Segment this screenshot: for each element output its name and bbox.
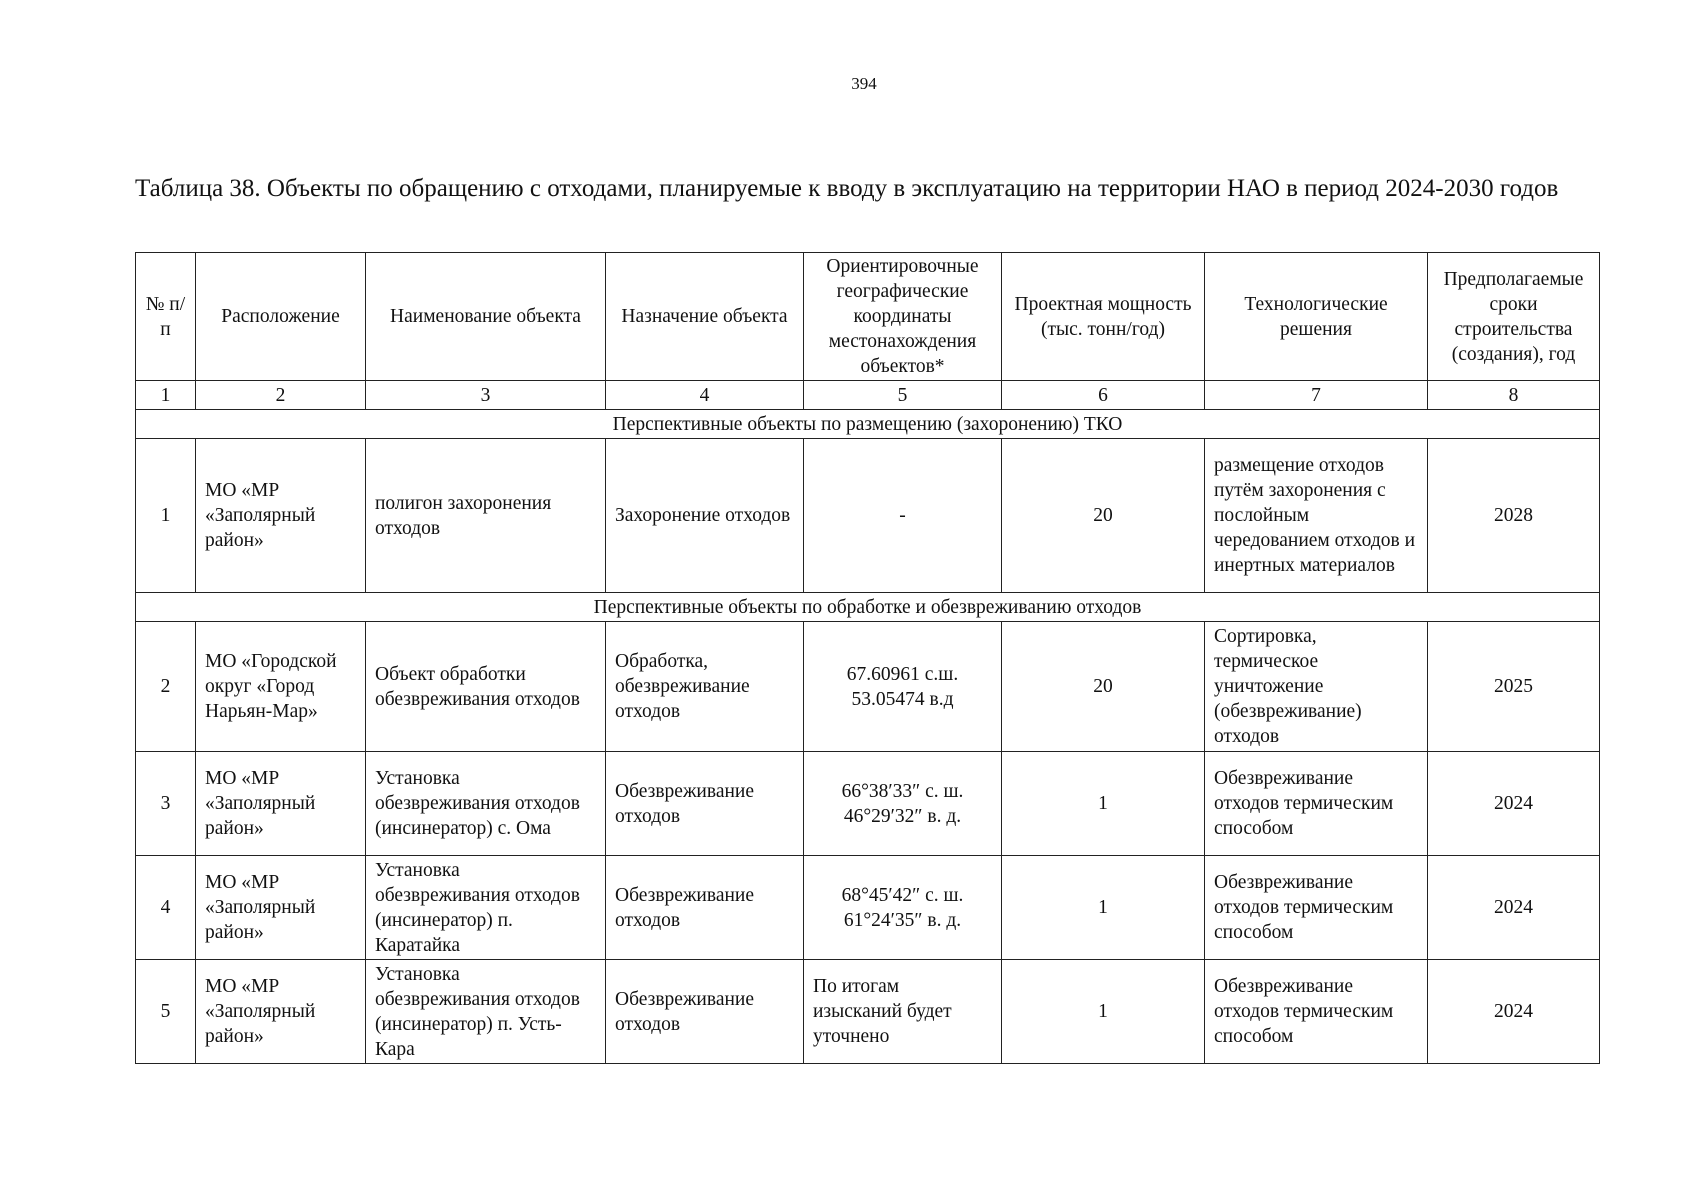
row-number: 3 [136, 752, 196, 856]
column-number: 6 [1002, 381, 1205, 410]
column-number: 8 [1428, 381, 1600, 410]
col-header-technology: Технологические решения [1205, 253, 1428, 381]
row-purpose: Обезвреживание отходов [606, 856, 804, 960]
row-coordinates: 67.60961 с.ш. 53.05474 в.д [804, 622, 1002, 752]
column-number: 4 [606, 381, 804, 410]
col-header-construction-year: Предполагаемые сроки строительства (создания), год [1428, 253, 1600, 381]
row-capacity: 1 [1002, 960, 1205, 1064]
column-number: 7 [1205, 381, 1428, 410]
section-heading: Перспективные объекты по обработке и обезвреживанию отходов [136, 593, 1600, 622]
row-technology: Обезвреживание отходов термическим способом [1205, 856, 1428, 960]
row-purpose: Захоронение отходов [606, 439, 804, 593]
row-year: 2024 [1428, 752, 1600, 856]
row-object-name: Установка обезвреживания отходов (инсинератор) п. Каратайка [366, 856, 606, 960]
row-location: МО «МР «Заполярный район» [196, 752, 366, 856]
table-row [136, 439, 1600, 593]
row-object-name: Установка обезвреживания отходов (инсинератор) п. Усть-Кара [366, 960, 606, 1064]
column-numbers-row [136, 381, 1600, 410]
column-number: 1 [136, 381, 196, 410]
row-year: 2024 [1428, 856, 1600, 960]
section-heading-row [136, 410, 1600, 439]
waste-objects-table [135, 252, 1600, 1064]
row-number: 1 [136, 439, 196, 593]
row-coordinates: 66°38′33″ с. ш. 46°29′32″ в. д. [804, 752, 1002, 856]
col-header-name: Наименование объекта [366, 253, 606, 381]
row-location: МО «МР «Заполярный район» [196, 960, 366, 1064]
row-object-name: полигон захоронения отходов [366, 439, 606, 593]
row-number: 4 [136, 856, 196, 960]
row-year: 2024 [1428, 960, 1600, 1064]
column-number: 5 [804, 381, 1002, 410]
row-location: МО «Городской округ «Город Нарьян-Мар» [196, 622, 366, 752]
section-heading: Перспективные объекты по размещению (захоронению) ТКО [136, 410, 1600, 439]
row-technology: размещение отходов путём захоронения с послойным чередованием отходов и инертных материалов [1205, 439, 1428, 593]
row-year: 2025 [1428, 622, 1600, 752]
row-coordinates: 68°45′42″ с. ш. 61°24′35″ в. д. [804, 856, 1002, 960]
table-row [136, 856, 1600, 960]
table-row [136, 622, 1600, 752]
table-row [136, 752, 1600, 856]
row-number: 5 [136, 960, 196, 1064]
col-header-number: № п/п [136, 253, 196, 381]
row-location: МО «МР «Заполярный район» [196, 856, 366, 960]
col-header-coordinates: Ориентировочные географические координаты местонахождения объектов* [804, 253, 1002, 381]
row-location: МО «МР «Заполярный район» [196, 439, 366, 593]
row-number: 2 [136, 622, 196, 752]
row-coordinates: - [804, 439, 1002, 593]
column-number: 3 [366, 381, 606, 410]
row-year: 2028 [1428, 439, 1600, 593]
row-technology: Обезвреживание отходов термическим способом [1205, 752, 1428, 856]
page-number: 394 [851, 74, 877, 93]
row-purpose: Обезвреживание отходов [606, 960, 804, 1064]
row-object-name: Установка обезвреживания отходов (инсинератор) с. Ома [366, 752, 606, 856]
col-header-purpose: Назначение объекта [606, 253, 804, 381]
col-header-location: Расположение [196, 253, 366, 381]
row-object-name: Объект обработки обезвреживания отходов [366, 622, 606, 752]
col-header-capacity: Проектная мощность (тыс. тонн/год) [1002, 253, 1205, 381]
row-technology: Сортировка, термическое уничтожение (обезвреживание) отходов [1205, 622, 1428, 752]
row-capacity: 1 [1002, 856, 1205, 960]
table-title: Таблица 38. Объекты по обращению с отходами, планируемые к вводу в эксплуатацию на территории НАО в период 2024-2030 годов [135, 175, 1559, 202]
row-technology: Обезвреживание отходов термическим способом [1205, 960, 1428, 1064]
row-coordinates: По итогам изысканий будет уточнено [804, 960, 1002, 1064]
row-capacity: 20 [1002, 439, 1205, 593]
row-purpose: Обработка, обезвреживание отходов [606, 622, 804, 752]
row-capacity: 20 [1002, 622, 1205, 752]
section-heading-row [136, 593, 1600, 622]
row-capacity: 1 [1002, 752, 1205, 856]
column-number: 2 [196, 381, 366, 410]
header-row [136, 253, 1600, 381]
table-row [136, 960, 1600, 1064]
row-purpose: Обезвреживание отходов [606, 752, 804, 856]
